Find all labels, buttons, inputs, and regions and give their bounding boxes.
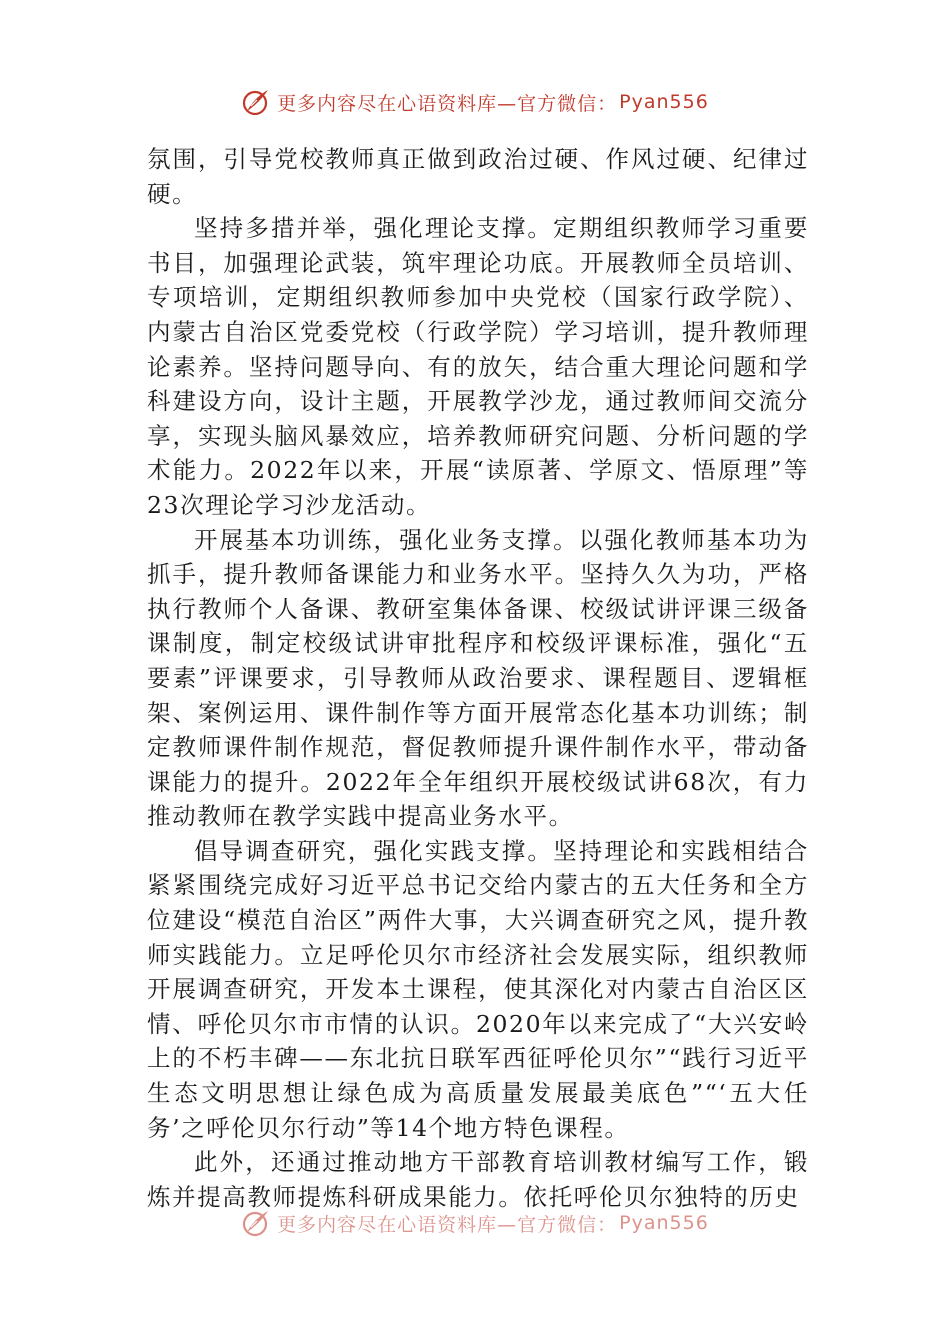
quill-seal-icon [241,1208,271,1238]
paragraph-investigation-research: 倡导调查研究，强化实践支撑。坚持理论和实践相结合紧紧围绕完成好习近平总书记交给内蒙古的五大任务和全方位建设“模范自治区”两件大事，大兴调查研究之风，提升教师实践能力。立足呼伦贝尔市经济社会发展实际，组织教师开展调查研究，开发本土课程，使其深化对内蒙古自治区区情、呼伦贝尔市市情的认识。2020年以来完成了“大兴安岭上的不朽丰碑——东北抗日联军西征呼伦贝尔”“践行习近平生态文明思想让绿色成为高质量发展最美底色”“‘五大任务’之呼伦贝尔行动”等14个地方特色课程。 [147,836,809,1142]
watermark-id: Pyan556 [619,1212,709,1234]
quill-seal-icon [241,87,271,117]
watermark-text: 更多内容尽在心语资料库—官方微信： [277,1213,618,1236]
watermark-text: 更多内容尽在心语资料库—官方微信： [277,92,618,115]
paragraph-theory-support: 坚持多措并举，强化理论支撑。定期组织教师学习重要书目，加强理论武装，筑牢理论功底。开展教师全员培训、专项培训，定期组织教师参加中央党校（国家行政学院）、内蒙古自治区党委党校（行政学院）学习培训，提升教师理论素养。坚持问题导向、有的放矢，结合重大理论问题和学科建设方向，设计主题，开展教学沙龙，通过教师间交流分享，实现头脑风暴效应，培养教师研究问题、分析问题的学术能力。2022年以来，开展“读原著、学原文、悟原理”等23次理论学习沙龙活动。 [147,214,809,519]
document-body [147,142,809,1214]
footer-watermark [0,1203,950,1243]
paragraph-skill-training: 开展基本功训练，强化业务支撑。以强化教师基本功为抓手，提升教师备课能力和业务水平。坚持久久为功，严格执行教师个人备课、教研室集体备课、校级试讲评课三级备课制度，制定校级试讲审批程序和校级评课标准，强化“五要素”评课要求，引导教师从政治要求、课程题目、逻辑框架、案例运用、课件制作等方面开展常态化基本功训练；制定教师课件制作规范，督促教师提升课件制作水平，带动备课能力的提升。2022年全年组织开展校级试讲68次，有力推动教师在教学实践中提高业务水平。 [147,525,809,831]
watermark-id: Pyan556 [619,91,709,113]
header-watermark [0,82,950,122]
paragraph-textbook-writing: 此外，还通过推动地方干部教育培训教材编写工作，锻炼并提高教师提炼科研成果能力。依托呼伦贝尔独特的历史 [147,1148,809,1211]
paragraph-continuation: 氛围，引导党校教师真正做到政治过硬、作风过硬、纪律过硬。 [147,145,809,208]
